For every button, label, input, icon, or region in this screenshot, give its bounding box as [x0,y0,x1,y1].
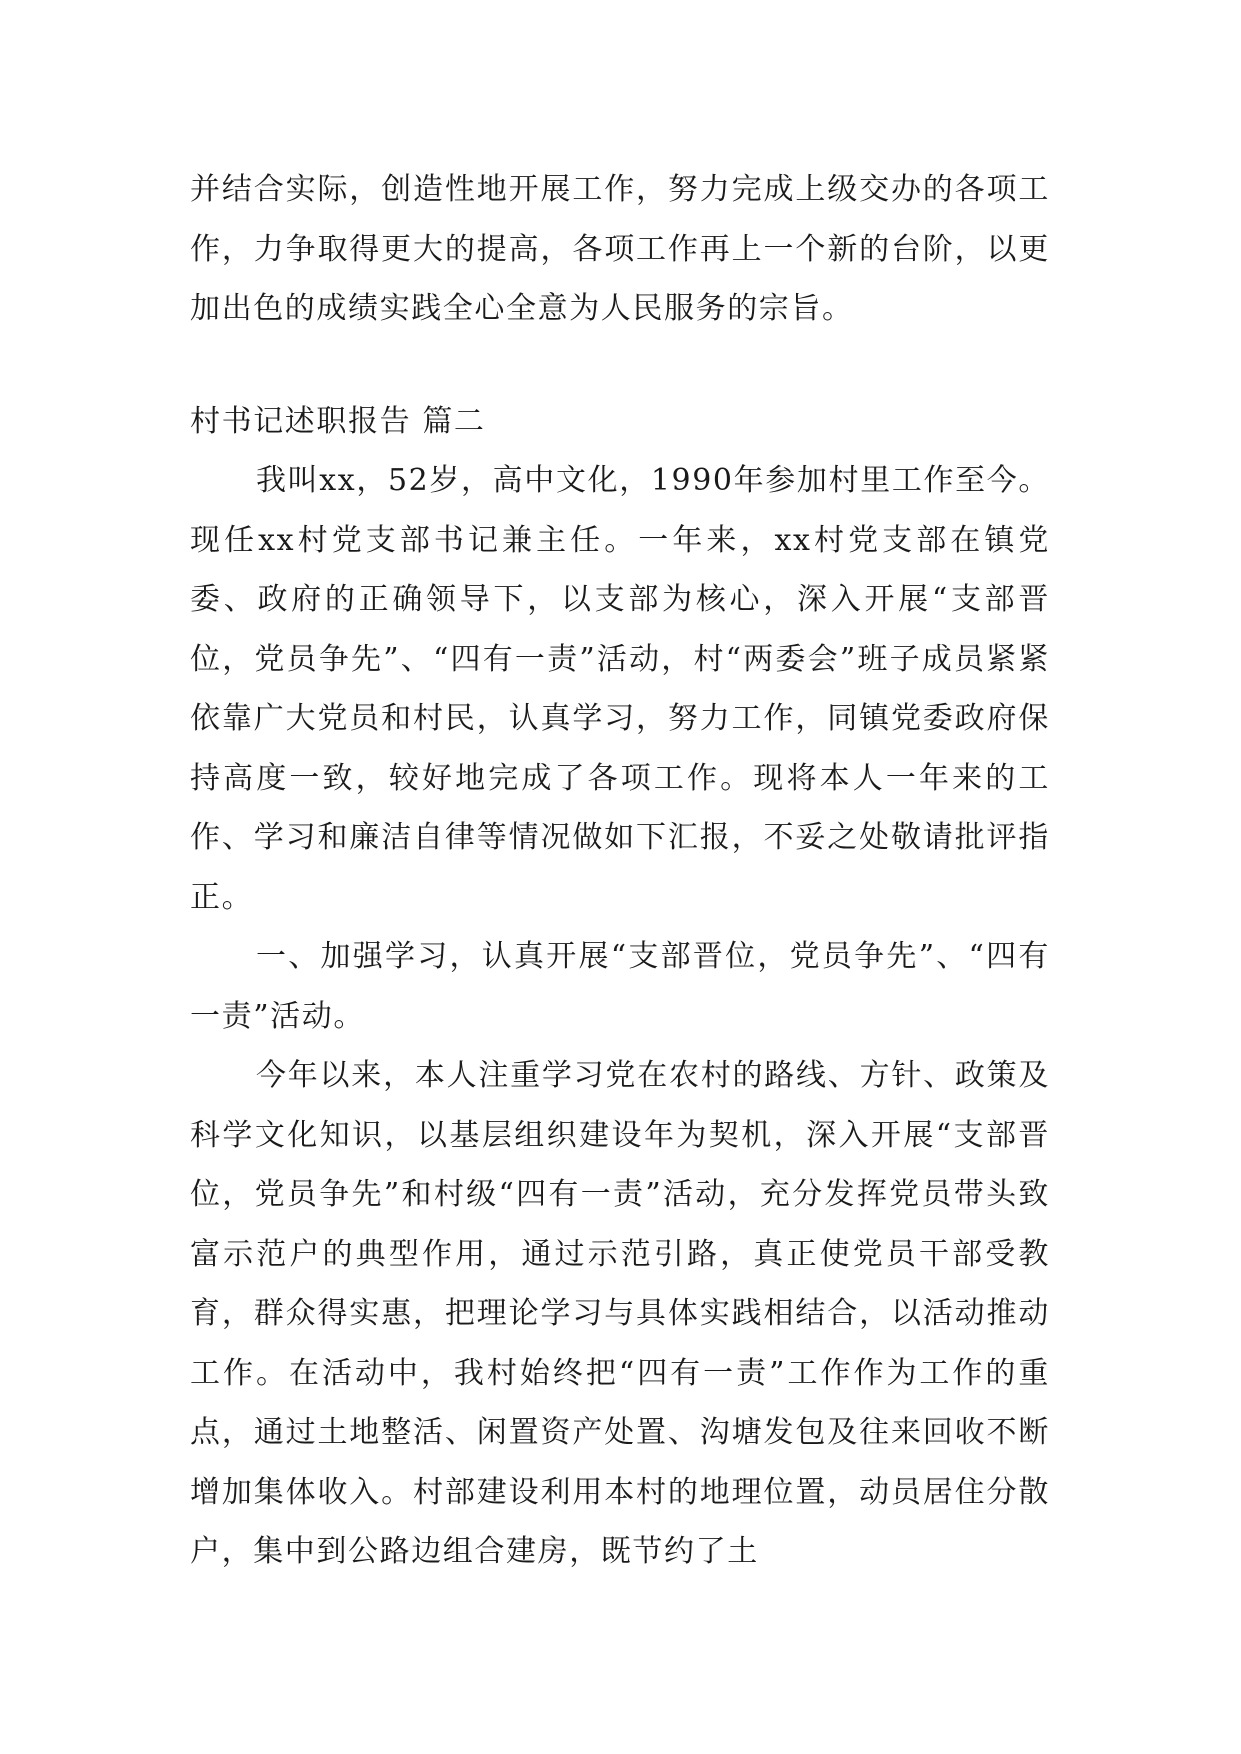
intro-paragraph: 并结合实际，创造性地开展工作，努力完成上级交办的各项工作，力争取得更大的提高，各项工作再上一个新的台阶，以更加出色的成绩实践全心全意为人民服务的宗旨。 [190,172,1050,326]
body-paragraph-1: 我叫xx，52岁，高中文化，1990年参加村里工作至今。现任xx村党支部书记兼主任。一年来，xx村党支部在镇党委、政府的正确领导下，以支部为核心，深入开展“支部晋位，党员争先”、“四有一责”活动，村“两委会”班子成员紧紧依靠广大党员和村民，认真学习，努力工作，同镇党委政府保持高度一致，较好地完成了各项工作。现将本人一年来的工作、学习和廉洁自律等情况做如下汇报，不妥之处敬请批评指正。 [190,463,1050,915]
document-body [190,160,1050,1582]
body-paragraph-3: 今年以来，本人注重学习党在农村的路线、方针、政策及科学文化知识，以基层组织建设年为契机，深入开展“支部晋位，党员争先”和村级“四有一责”活动，充分发挥党员带头致富示范户的典型作用，通过示范引路，真正使党员干部受教育，群众得实惠，把理论学习与具体实践相结合，以活动推动工作。在活动中，我村始终把“四有一责”工作作为工作的重点，通过土地整活、闲置资产处置、沟塘发包及往来回收不断增加集体收入。村部建设利用本村的地理位置，动员居住分散户，集中到公路边组合建房，既节约了土 [190,1058,1050,1569]
body-paragraph-2: 一、加强学习，认真开展“支部晋位，党员争先”、“四有一责”活动。 [190,939,1050,1034]
section-heading: 村书记述职报告 篇二 [190,403,486,439]
